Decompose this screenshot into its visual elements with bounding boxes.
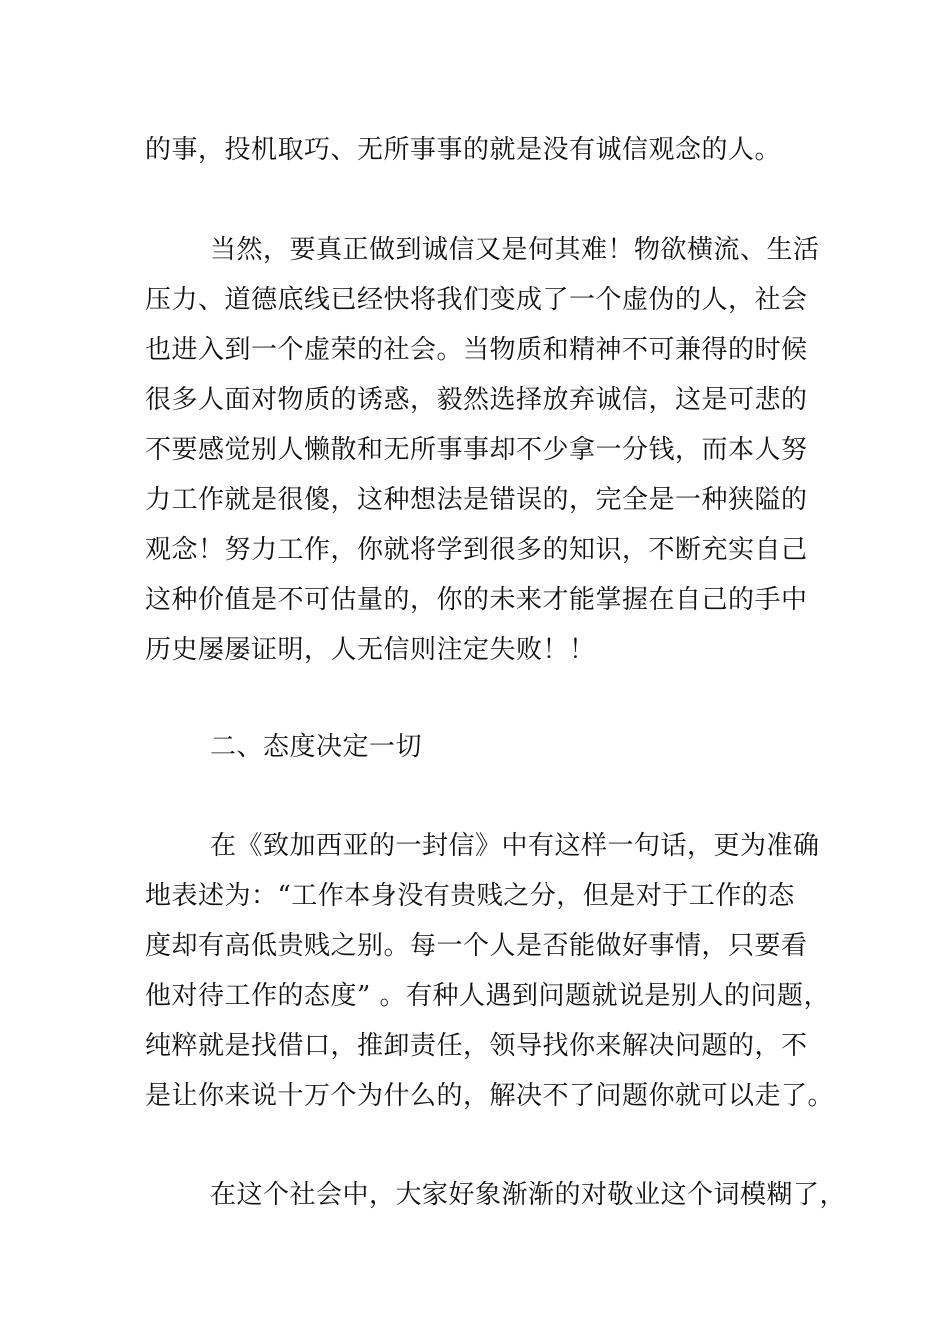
paragraph-2-line: 历史屡屡证明，人无信则注定失败！！ <box>145 635 596 665</box>
paragraph-2-line: 也进入到一个虚荣的社会。当物质和精神不可兼得的时候 <box>145 335 808 365</box>
paragraph-3-line: 在《致加西亚的一封信》中有这样一句话，更为准确 <box>210 831 820 861</box>
paragraph-2-line: 压力、道德底线已经快将我们变成了一个虚伪的人，社会 <box>145 285 808 315</box>
paragraph-2-line: 不要感觉别人懒散和无所事事却不少拿一分钱，而本人努 <box>145 435 808 465</box>
paragraph-2-line: 力工作就是很傻，这种想法是错误的，完全是一种狭隘的 <box>145 485 808 515</box>
paragraph-3-line: 度却有高低贵贱之别。每一个人是否能做好事情，只要看 <box>145 931 808 961</box>
paragraph-2-line: 很多人面对物质的诱惑，毅然选择放弃诚信，这是可悲的 <box>145 385 808 415</box>
paragraph-3-line: 是让你来说十万个为什么的，解决不了问题你就可以走了。 <box>145 1081 835 1111</box>
paragraph-2-line: 这种价值是不可估量的，你的未来才能掌握在自己的手中 <box>145 585 808 615</box>
paragraph-3-line: 他对待工作的态度” 。有种人遇到问题就说是别人的问题， <box>145 981 831 1011</box>
paragraph-3-line: 纯粹就是找借口，推卸责任，领导找你来解决问题的，不 <box>145 1031 808 1061</box>
paragraph-2-line: 观念！努力工作，你就将学到很多的知识，不断充实自己 <box>145 535 808 565</box>
paragraph-1-line: 的事，投机取巧、无所事事的就是没有诚信观念的人。 <box>145 135 782 165</box>
paragraph-3-line: 地表述为：“工作本身没有贵贱之分，但是对于工作的态 <box>145 881 795 911</box>
paragraph-2-line: 当然，要真正做到诚信又是何其难！物欲横流、生活 <box>210 235 820 265</box>
section-heading: 二、态度决定一切 <box>210 732 423 762</box>
paragraph-4-line: 在这个社会中，大家好象渐渐的对敬业这个词模糊了， <box>210 1180 847 1210</box>
